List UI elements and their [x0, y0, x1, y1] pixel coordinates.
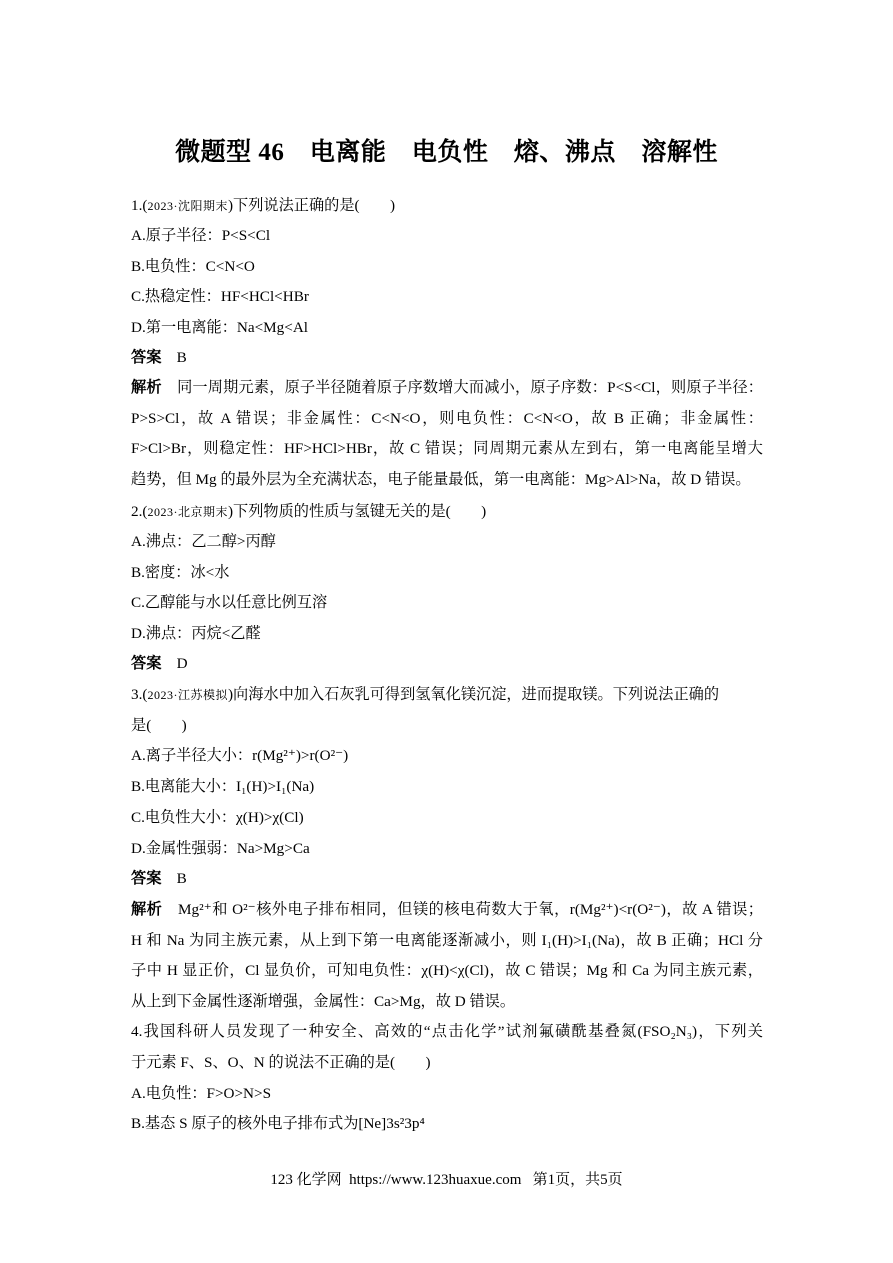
page-footer: 123 化学网 https://www.123huaxue.com 第1页，共5页	[270, 1172, 623, 1188]
q1-option-b: B.电负性：C<N<O	[131, 258, 255, 275]
question-text: )下列物质的性质与氢键无关的是( )	[227, 503, 487, 520]
q2-answer	[131, 654, 188, 674]
analysis-line: P>S>Cl，故 A 错误；非金属性：C<N<O，则电负性：C<N<O，故 B 正确；非金属性：	[131, 409, 763, 427]
q3-option-c: C.电负性大小：χ(H)>χ(Cl)	[131, 809, 304, 826]
analysis-label: 解析	[131, 379, 162, 396]
question-source: 2023·北京期末	[147, 505, 228, 519]
q1-option-a: A.原子半径：P<S<Cl	[131, 227, 271, 244]
analysis-line: 解析 Mg²⁺和 O²⁻核外电子排布相同，但镁的核电荷数大于氧，r(Mg²⁺)<r(O²⁻)，故 A 错误；	[131, 901, 763, 918]
question-3-stem-cont: 是( )	[131, 717, 187, 734]
answer-label: 答案	[131, 655, 162, 672]
q3-option-b: B.电离能大小：I₁(H)>I₁(Na)	[131, 778, 315, 795]
q2-option-b: B.密度：冰<水	[131, 564, 230, 581]
q1-analysis	[131, 378, 763, 500]
question-text: )下列说法正确的是( )	[227, 197, 396, 214]
q2-option-d: D.沸点：丙烷<乙醛	[131, 625, 261, 642]
question-3-stem	[131, 685, 719, 705]
q1-option-c: C.热稳定性：HF<HCl<HBr	[131, 288, 309, 305]
answer-value: B	[176, 349, 187, 366]
q4-option-a: A.电负性：F>O>N>S	[131, 1085, 272, 1102]
q3-analysis	[131, 900, 763, 1022]
analysis-line: H 和 Na 为同主族元素，从上到下第一电离能逐渐减小，则 I₁(H)>I₁(Na)，故 B 正确；HCl 分	[131, 931, 763, 949]
q2-option-a: A.沸点：乙二醇>丙醇	[131, 533, 276, 550]
question-text: 于元素 F、S、O、N 的说法不正确的是( )	[131, 1053, 431, 1071]
q3-option-a: A.离子半径大小：r(Mg²⁺)>r(O²⁻)	[131, 747, 349, 764]
analysis-line: 解析 同一周期元素，原子半径随着原子序数增大而减小，原子序数：P<S<Cl，则原子半径：	[131, 379, 763, 396]
analysis-label: 解析	[131, 901, 163, 918]
question-source: 2023·江苏模拟	[147, 688, 228, 702]
answer-label: 答案	[131, 349, 162, 366]
question-1-stem	[131, 196, 395, 216]
question-number: 1.(	[131, 197, 148, 214]
q2-option-c: C.乙醇能与水以任意比例互溶	[131, 594, 328, 611]
question-number: 2.(	[131, 503, 148, 520]
answer-value: D	[176, 655, 188, 672]
analysis-line: 从上到下金属性逐渐增强，金属性：Ca>Mg，故 D 错误。	[131, 992, 516, 1010]
question-number: 3.(	[131, 686, 148, 703]
q3-option-d: D.金属性强弱：Na>Mg>Ca	[131, 840, 310, 857]
question-source: 2023·沈阳期末	[147, 199, 228, 213]
question-text: 4.我国科研人员发现了一种安全、高效的“点击化学”试剂氟磺酰基叠氮(FSO₂N₃)，下列关	[131, 1023, 763, 1040]
answer-value: B	[176, 870, 187, 887]
analysis-line: 子中 H 显正价，Cl 显负价，可知电负性：χ(H)<χ(Cl)，故 C 错误；Mg 和 Ca 为同主族元素，	[131, 962, 763, 980]
question-text: )向海水中加入石灰乳可得到氢氧化镁沉淀，进而提取镁。下列说法正确的	[227, 686, 720, 703]
question-4-stem	[131, 1022, 763, 1083]
page-title: 微题型 46 电离能 电负性 熔、沸点 溶解性	[175, 139, 718, 166]
analysis-line: 趋势，但 Mg 的最外层为全充满状态，电子能量最低，第一电离能：Mg>Al>Na，故 D 错误。	[131, 470, 751, 488]
answer-label: 答案	[131, 870, 162, 887]
q4-option-b: B.基态 S 原子的核外电子排布式为[Ne]3s²3p⁴	[131, 1115, 425, 1132]
q1-option-d: D.第一电离能：Na<Mg<Al	[131, 319, 309, 336]
q1-answer	[131, 348, 187, 368]
question-2-stem	[131, 502, 486, 522]
analysis-line: F>Cl>Br，则稳定性：HF>HCl>HBr，故 C 错误；同周期元素从左到右，第一电离能呈增大	[131, 440, 763, 458]
q3-answer	[131, 869, 187, 889]
